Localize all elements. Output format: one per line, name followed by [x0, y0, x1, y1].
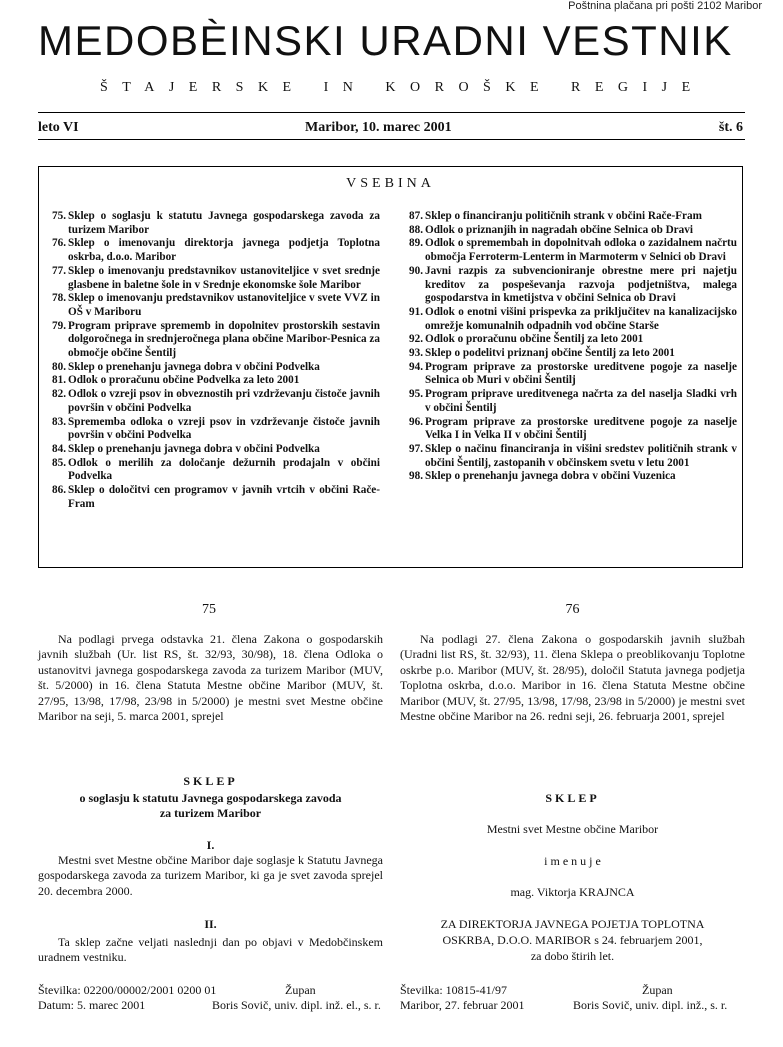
contents-item — [395, 265, 737, 306]
contents-item — [38, 292, 380, 319]
article-76-line-3: mag. Viktorja KRAJNCA — [510, 885, 635, 899]
contents-item — [38, 374, 380, 388]
article-76-role: Župan — [642, 983, 673, 997]
contents-item — [395, 210, 737, 224]
contents-item-number: 90. — [409, 264, 423, 277]
contents-item-title: Sklep o prenehanju javnega dobra v občini Vuzenica — [425, 470, 676, 483]
contents-item-title: Odlok o proračunu občine Podvelka za leto 2001 — [68, 374, 300, 387]
contents-item-number: 92. — [409, 333, 423, 346]
contents-item-title: Sklep o načinu financiranja in višini sredstev političnih strank v občini Šentilj, zastopanih v občinskem svetu v letu 2001 — [425, 442, 737, 469]
contents-item-number: 75. — [52, 210, 66, 222]
article-76-line-5: OSKRBA, D.O.O. MARIBOR s 24. februarjem 2001, — [442, 933, 703, 947]
article-75-section-2: II. — [204, 917, 217, 931]
issue-year: leto VI — [38, 120, 79, 135]
contents-item — [395, 361, 737, 388]
contents-item-title: Sklep o določitvi cen programov v javnih vrtcih v občini Rače-Fram — [68, 484, 380, 510]
contents-item-title: Program priprave ureditvenega načrta za del naselja Sladki vrh v občini Šentilj — [425, 388, 737, 414]
contents-item-title: Sklep o soglasju k statutu Javnega gospodarskega zavoda za turizem Maribor — [68, 210, 380, 236]
contents-item-number: 78. — [52, 292, 66, 305]
contents-item-number: 89. — [409, 237, 423, 250]
article-75-heading: SKLEP — [183, 774, 238, 788]
issue-place-date: Maribor, 10. marec 2001 — [305, 120, 452, 135]
contents-item-title: Sklep o imenovanju predstavnikov ustanoviteljice v svet srednje glasbene in baletne šole in v Srednje ekonomske šole Maribor — [68, 264, 380, 291]
article-75-signer: Boris Sovič, univ. dipl. inž. el., s. r. — [212, 998, 381, 1012]
contents-item — [395, 224, 737, 238]
header-rule-bottom — [38, 139, 745, 140]
contents-item-title: Odlok o priznanjih in nagradah občine Selnica ob Dravi — [425, 223, 693, 236]
contents-item-number: 77. — [52, 264, 66, 277]
article-76-intro: Na podlagi 27. člena Zakona o gospodarskih javnih službah (Uradni list RS, št. 32/93), 11. člena Sklepa o preoblikovanju Toplotne oskrbe p.o. Maribor (MUV, št. 28/95), določil Statuta javnega podjetja Toplotna oskrba, d.o.o. Maribor in 16. člena Statuta Mestne občine Maribor (MUV, št. 27/95, 13/98, 17/98, 23/98 in 5/2000) je mestni svet Mestne občine Maribor na 26. redni seji, 26. februarja 2001, sprejel — [400, 632, 745, 724]
contents-item — [38, 265, 380, 292]
contents-item-number: 81. — [52, 374, 66, 387]
contents-item-title: Sklep o podelitvi priznanj občine Šentilj za leto 2001 — [425, 347, 675, 360]
contents-item — [395, 443, 737, 470]
contents-item-title: Sklep o financiranju političnih strank v občini Rače-Fram — [425, 210, 702, 222]
contents-item-title: Odlok o merilih za določanje dežurnih prodajaln v občini Podvelka — [68, 456, 380, 483]
contents-item-number: 86. — [52, 484, 66, 497]
article-76-line-1: Mestni svet Mestne občine Maribor — [486, 822, 659, 836]
contents-item-number: 79. — [52, 319, 66, 332]
contents-item-title: Sklep o prenehanju javnega dobra v občini Podvelka — [68, 360, 320, 373]
contents-item-number: 83. — [52, 415, 66, 428]
contents-item-number: 93. — [409, 347, 423, 360]
article-76-line-6: za dobo štirih let. — [530, 949, 615, 963]
article-75-date: Datum: 5. marec 2001 — [38, 998, 146, 1012]
contents-item — [38, 237, 380, 264]
contents-item-title: Odlok o spremembah in dopolnitvah odloka o zazidalnem načrtu območja Ferroterm-Lenterm in Marmoterm v Selnici ob Dravi — [425, 237, 737, 264]
article-75-number: 75 — [202, 602, 216, 617]
contents-item-title: Javni razpis za subvencioniranje obrestne mere pri najetju kreditov za pospeševanja razvoja podjetništva, malega gospodarstva in kmetijstva v občini Selnica ob Dravi — [425, 264, 737, 305]
contents-item-number: 94. — [409, 360, 423, 373]
contents-item-number: 98. — [409, 470, 423, 483]
contents-item-number: 96. — [409, 415, 423, 428]
contents-item — [38, 416, 380, 443]
article-75-role: Župan — [285, 983, 316, 997]
contents-item-title: Program priprave za prostorske ureditvene pogoje za naselje Selnica ob Muri v občini Šentilj — [425, 360, 737, 387]
contents-item-number: 95. — [409, 388, 423, 401]
article-76-reference: Številka: 10815-41/97 — [400, 983, 507, 997]
contents-item — [395, 470, 737, 484]
contents-item — [38, 210, 380, 237]
contents-item — [38, 457, 380, 484]
contents-item — [38, 443, 380, 457]
contents-item — [38, 361, 380, 375]
contents-item-title: Sklep o imenovanju predstavnikov ustanoviteljice v svete VVZ in OŠ v Mariboru — [68, 292, 380, 318]
contents-item-title: Odlok o enotni višini prispevka za priključitev na kanalizacijsko omrežje komunalnih odpadnih vod občine Starše — [425, 305, 737, 332]
contents-left-column — [38, 210, 380, 511]
article-75-subheading-1: o soglasju k statutu Javnega gospodarskega zavoda — [79, 791, 342, 805]
contents-item-number: 84. — [52, 442, 66, 455]
article-76-heading: SKLEP — [545, 791, 600, 805]
contents-item-title: Program priprave sprememb in dopolnitev prostorskih sestavin dolgoročnega in srednjeročnega plana občine Maribor-Pesnica za območje občine Šentilj — [68, 319, 380, 360]
contents-item — [395, 416, 737, 443]
contents-item-number: 76. — [52, 237, 66, 250]
contents-item-title: Sklep o imenovanju direktorja javnega podjetja Toplotna oskrba, d.o.o. Maribor — [68, 237, 380, 264]
contents-item — [395, 388, 737, 415]
article-75-text-1: Mestni svet Mestne občine Maribor daje soglasje k Statutu Javnega gospodarskega zavoda za turizem Maribor, ki ga je svet zavoda sprejel 20. decembra 2000. — [38, 853, 383, 898]
article-76-line-4: ZA DIREKTORJA JAVNEGA POJETJA TOPLOTNA — [440, 917, 705, 931]
contents-right-column — [395, 210, 737, 484]
publication-subtitle: ŠTAJERSKE IN KOROŠKE REGIJE — [100, 80, 705, 95]
issue-number: št. 6 — [718, 120, 743, 135]
article-75-subheading-2: za turizem Maribor — [159, 806, 262, 820]
contents-item-number: 85. — [52, 456, 66, 469]
publication-title: MEDOBÈINSKI URADNI VESTNIK — [38, 17, 733, 64]
header-rule-top — [38, 112, 745, 113]
contents-item-number: 82. — [52, 388, 66, 401]
contents-item-number: 91. — [409, 305, 423, 318]
article-75-section-1: I. — [206, 838, 215, 852]
contents-item-title: Odlok o vzreji psov in obveznostih pri vzdrževanju čistoče javnih površin v občini Podvelka — [68, 388, 380, 414]
contents-item — [395, 237, 737, 264]
article-76-date: Maribor, 27. februar 2001 — [400, 998, 525, 1012]
contents-item-number: 97. — [409, 442, 423, 455]
contents-item-title: Sprememba odloka o vzreji psov in vzdrževanje čistoče javnih površin v občini Podvelka — [68, 415, 380, 442]
contents-item-number: 80. — [52, 360, 66, 373]
contents-item — [395, 347, 737, 361]
contents-item-title: Sklep o prenehanju javnega dobra v občini Podvelka — [68, 442, 320, 455]
contents-item — [38, 484, 380, 511]
contents-item — [395, 306, 737, 333]
postage-note: Poštnina plačana pri pošti 2102 Maribor — [568, 0, 762, 12]
article-75-text-2: Ta sklep začne veljati naslednji dan po objavi v Medobčinskem uradnem vestniku. — [38, 935, 383, 965]
article-76-signer: Boris Sovič, univ. dipl. inž., s. r. — [573, 998, 728, 1012]
contents-item — [38, 388, 380, 415]
contents-item-title: Odlok o proračunu občine Šentilj za leto 2001 — [425, 333, 644, 346]
contents-item-title: Program priprave za prostorske ureditvene pogoje za naselje Velka I in Velka II v občini Šentilj — [425, 415, 737, 442]
contents-item-number: 87. — [409, 210, 423, 222]
contents-item-number: 88. — [409, 223, 423, 236]
article-75-intro: Na podlagi prvega odstavka 21. člena Zakona o gospodarskih javnih službah (Ur. list RS, št. 32/93, 30/98), 18. člena Odloka o ustanovitvi javnega gospodarskega zavoda za turizem Maribor (MUV, št. 5/2000) in 16. člena Statuta Mestne občine Maribor (MUV, št. 27/95, 13/98, 17/98, 23/98 in 5/2000) je mestni svet Mestne občine Maribor na seji, 5. marca 2001, sprejel — [38, 632, 383, 724]
contents-heading: VSEBINA — [346, 176, 435, 191]
article-76-line-2: i m e n u j e — [544, 854, 601, 868]
contents-item — [38, 320, 380, 361]
contents-item — [395, 333, 737, 347]
article-75-reference: Številka: 02200/00002/2001 0200 01 — [38, 983, 217, 997]
article-76-number: 76 — [565, 602, 580, 617]
